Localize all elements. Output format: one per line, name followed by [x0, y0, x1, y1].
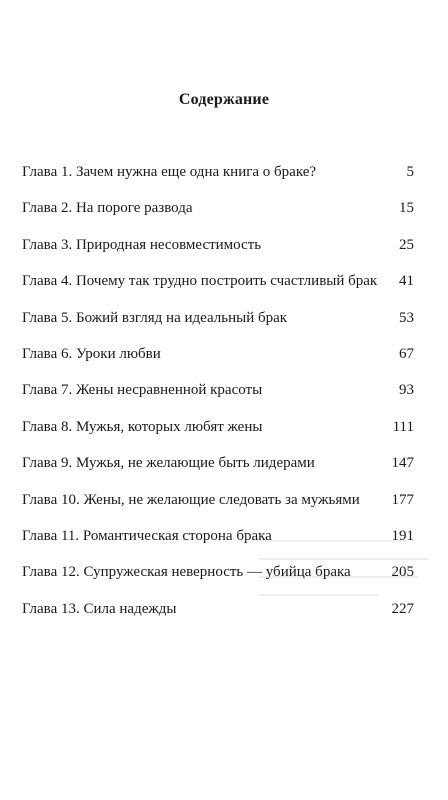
toc-entry-page-number: 53	[399, 309, 414, 326]
toc-entry-title: Глава 13. Сила надежды	[22, 600, 177, 617]
toc-entry-5[interactable]	[22, 308, 414, 344]
toc-entry-title: Глава 4. Почему так трудно построить счастливый брак	[22, 273, 378, 290]
toc-entry-4[interactable]	[22, 271, 414, 307]
toc-entry-page-number: 93	[399, 382, 414, 399]
toc-entry-title: Глава 12. Супружеская неверность — убийца брака	[22, 564, 351, 581]
toc-entry-page-number: 5	[406, 164, 414, 180]
toc-entry-6[interactable]	[22, 344, 414, 380]
toc-entry-title: Глава 1. Зачем нужна еще одна книга о браке?	[22, 164, 317, 180]
toc-entry-1[interactable]	[22, 162, 414, 198]
page-title: Содержание	[178, 91, 270, 108]
toc-entry-2[interactable]	[22, 198, 414, 234]
toc-entry-page-number: 67	[399, 345, 414, 362]
toc-entry-12[interactable]	[22, 562, 414, 598]
toc-entry-title: Глава 8. Мужья, которых любят жены	[22, 418, 263, 435]
toc-entry-10[interactable]	[22, 490, 414, 526]
toc-entry-13[interactable]	[22, 599, 414, 635]
toc-entry-title: Глава 10. Жены, не желающие следовать за мужьями	[22, 491, 360, 508]
toc-entry-9[interactable]	[22, 453, 414, 489]
toc-entry-page-number: 227	[391, 600, 414, 617]
toc-entry-11[interactable]	[22, 526, 414, 562]
toc-entry-7[interactable]	[22, 380, 414, 416]
table-of-contents	[22, 162, 414, 635]
toc-entry-title: Глава 7. Жены несравненной красоты	[22, 382, 263, 399]
toc-entry-title: Глава 6. Уроки любви	[22, 345, 161, 362]
toc-entry-page-number: 205	[391, 564, 414, 581]
toc-entry-page-number: 15	[399, 200, 414, 217]
toc-entry-page-number: 191	[391, 527, 414, 544]
toc-entry-page-number: 147	[391, 455, 414, 472]
toc-entry-page-number: 111	[392, 418, 414, 435]
toc-entry-page-number: 177	[391, 491, 414, 508]
toc-entry-8[interactable]	[22, 417, 414, 453]
toc-entry-title: Глава 11. Романтическая сторона брака	[22, 527, 272, 544]
toc-entry-title: Глава 5. Божий взгляд на идеальный брак	[22, 309, 288, 326]
toc-entry-page-number: 25	[399, 236, 414, 253]
toc-entry-title: Глава 2. На пороге развода	[22, 200, 193, 217]
toc-entry-title: Глава 3. Природная несовместимость	[22, 236, 262, 253]
toc-entry-title: Глава 9. Мужья, не желающие быть лидерами	[22, 455, 315, 472]
toc-entry-page-number: 41	[399, 273, 414, 290]
toc-entry-3[interactable]	[22, 235, 414, 271]
